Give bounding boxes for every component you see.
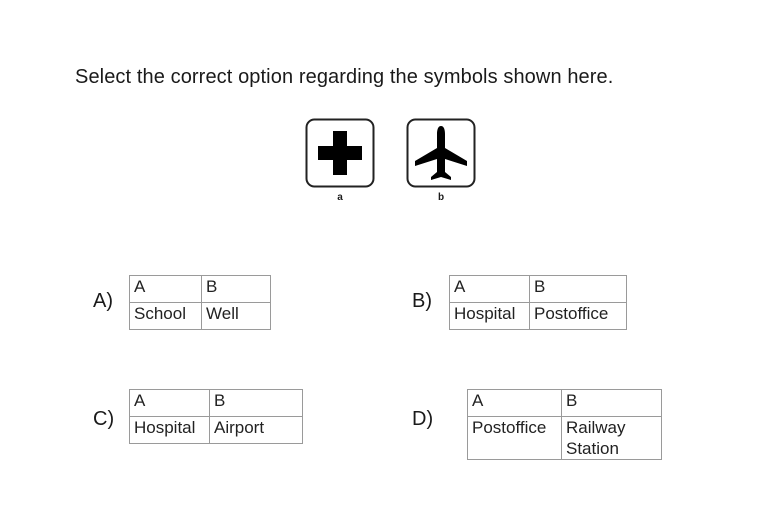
hospital-cross-icon <box>305 118 375 188</box>
symbol-a-label: a <box>337 192 343 203</box>
table-cell: Postoffice <box>530 303 627 330</box>
table-header-cell: A <box>130 390 210 417</box>
table-cell: Hospital <box>130 417 210 444</box>
table-header-cell: A <box>130 276 202 303</box>
option-b-table[interactable] <box>449 275 627 330</box>
table-header-cell: A <box>468 390 562 417</box>
table-header-cell: B <box>210 390 303 417</box>
table-header-cell: A <box>450 276 530 303</box>
table-cell: Hospital <box>450 303 530 330</box>
table-header-cell: B <box>562 390 662 417</box>
table-cell: Postoffice <box>468 417 562 460</box>
symbol-b <box>406 118 476 188</box>
table-cell: Railway Station <box>562 417 662 460</box>
table-cell: School <box>130 303 202 330</box>
option-c-table[interactable] <box>129 389 303 444</box>
option-a-label[interactable]: A) <box>93 290 113 312</box>
table-cell: Airport <box>210 417 303 444</box>
option-b-label[interactable]: B) <box>412 290 432 312</box>
airplane-icon <box>406 118 476 188</box>
symbol-a <box>305 118 375 188</box>
table-header-cell: B <box>530 276 627 303</box>
question-text: Select the correct option regarding the symbols shown here. <box>75 66 614 88</box>
option-a-table[interactable] <box>129 275 271 330</box>
option-d-table[interactable] <box>467 389 662 460</box>
option-c-label[interactable]: C) <box>93 408 115 430</box>
option-d-label[interactable]: D) <box>412 408 434 430</box>
table-cell: Well <box>202 303 271 330</box>
table-header-cell: B <box>202 276 271 303</box>
symbol-b-label: b <box>437 192 445 203</box>
